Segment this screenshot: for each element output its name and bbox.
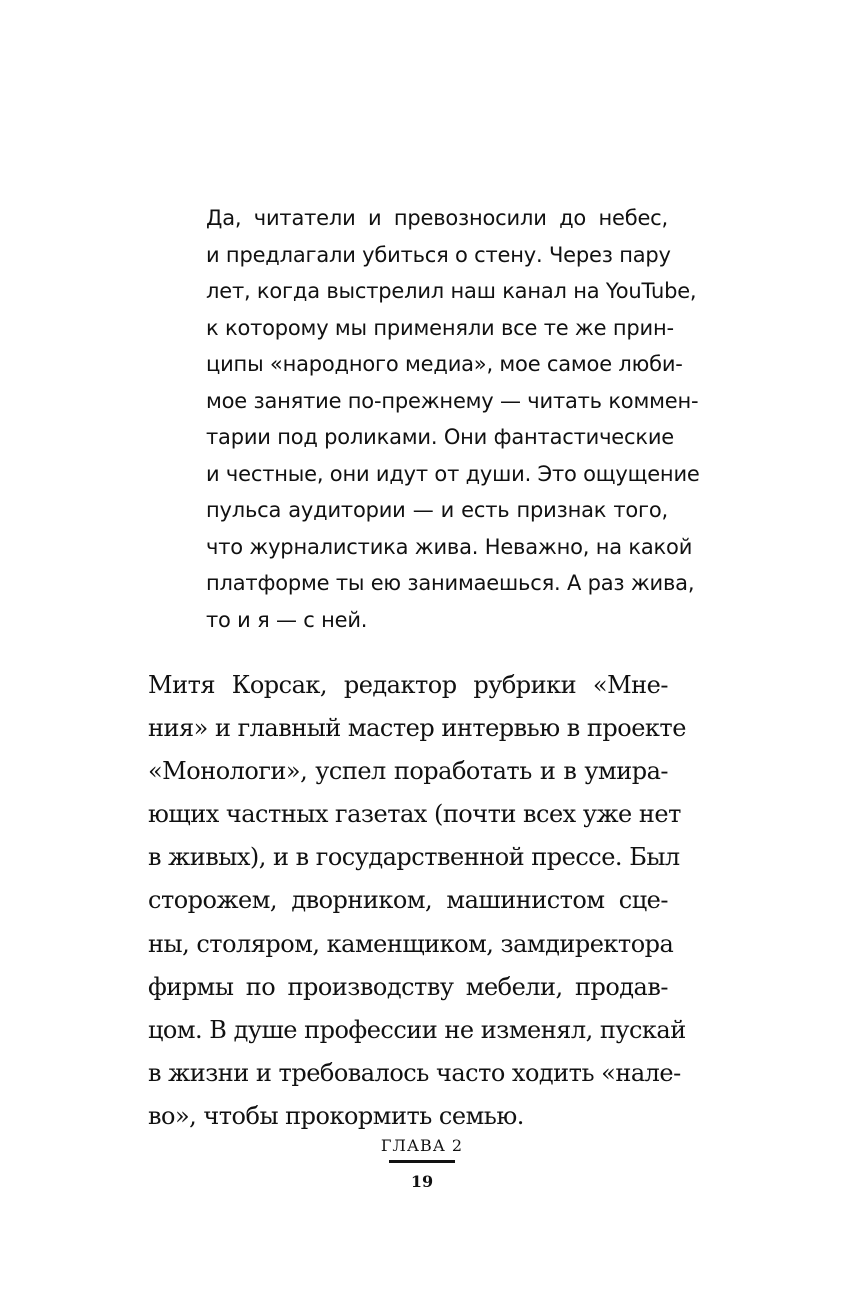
quote-line: к которому мы применяли все те же прин- bbox=[206, 315, 674, 340]
page-footer bbox=[0, 1134, 844, 1193]
body-line: фирмы по производству мебели, продав- bbox=[148, 972, 668, 1001]
page-number: 19 bbox=[410, 1172, 434, 1191]
body-line: во», чтобы прокормить семью. bbox=[148, 1101, 524, 1130]
quote-line: мое занятие по-прежнему — читать коммен- bbox=[206, 388, 699, 413]
quote-line: Да, читатели и превозносили до небес, bbox=[206, 206, 668, 230]
body-line: ны, столяром, каменщиком, замдиректора bbox=[148, 929, 674, 958]
quote-line: что журналистика жива. Неважно, на какой bbox=[206, 534, 693, 559]
chapter-label: ГЛАВА 2 bbox=[380, 1136, 464, 1155]
quote-block bbox=[206, 200, 700, 638]
quote-line: лет, когда выстрелил наш канал на YouTube, bbox=[206, 279, 697, 303]
quote-line: и предлагали убиться о стену. Через пару bbox=[206, 242, 671, 267]
quote-line: платформе ты ею занимаешься. А раз жива, bbox=[206, 571, 695, 595]
body-line: «Монологи», успел поработать и в умира- bbox=[148, 757, 668, 786]
quote-line: тарии под роликами. Они фантастические bbox=[206, 425, 675, 449]
body-line: ния» и главный мастер интервью в проекте bbox=[148, 714, 686, 743]
body-line: в жизни и требовалось часто ходить «нале- bbox=[148, 1058, 681, 1087]
body-line: Митя Корсак, редактор рубрики «Мне- bbox=[148, 671, 668, 699]
quote-line: и честные, они идут от души. Это ощущение bbox=[206, 461, 700, 486]
body-paragraph bbox=[148, 664, 686, 1138]
quote-line: ципы «народного медиа», мое самое люби- bbox=[206, 352, 683, 376]
footer-divider bbox=[389, 1160, 455, 1163]
body-line: цом. В душе профессии не изменял, пускай bbox=[148, 1015, 686, 1044]
body-line: сторожем, дворником, машинистом сце- bbox=[148, 886, 668, 915]
body-line: ющих частных газетах (почти всех уже нет bbox=[148, 800, 681, 829]
quote-line: то и я — с ней. bbox=[206, 607, 368, 632]
quote-line: пульса аудитории — и есть признак того, bbox=[206, 498, 668, 522]
body-line: в живых), и в государственной прессе. Был bbox=[148, 843, 680, 872]
